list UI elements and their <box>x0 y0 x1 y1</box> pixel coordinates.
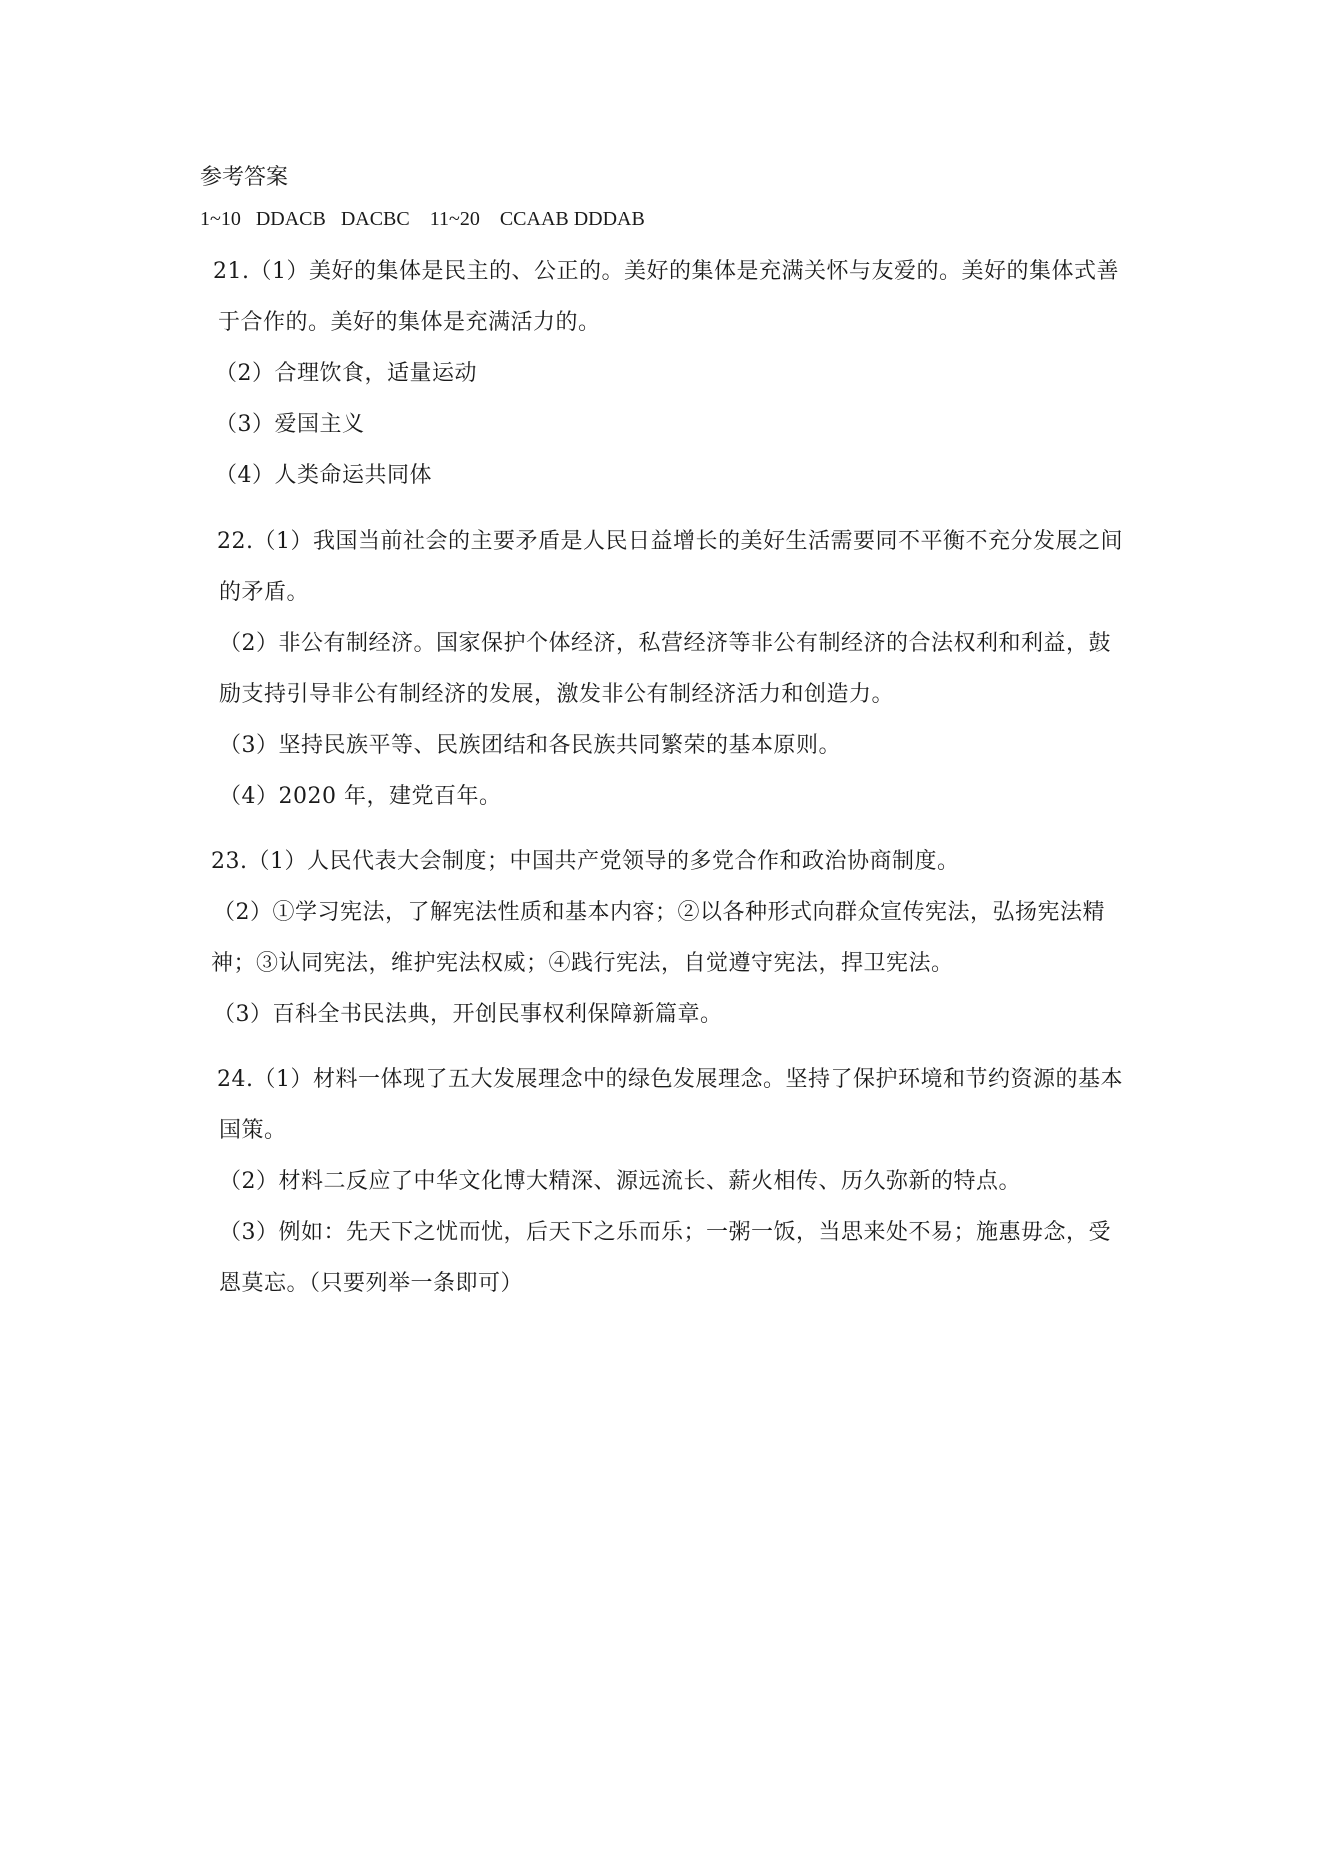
q22-part4: （4）2020 年，建党百年。 <box>219 784 502 809</box>
q22-part3: （3）坚持民族平等、民族团结和各民族共同繁荣的基本原则。 <box>219 733 841 758</box>
q24-part3-line1: （3）例如：先天下之忧而忧，后天下之乐而乐；一粥一饭，当思来处不易；施惠毋念，受 <box>219 1220 1112 1245</box>
q22-part2-line2: 励支持引导非公有制经济的发展，激发非公有制经济活力和创造力。 <box>219 682 895 707</box>
q24-part3-line2: 恩莫忘。（只要列举一条即可） <box>219 1271 524 1296</box>
q24-part1-line1: 24.（1）材料一体现了五大发展理念中的绿色发展理念。坚持了保护环境和节约资源的基本 <box>217 1067 1123 1092</box>
q24-part1-line2: 国策。 <box>219 1118 287 1143</box>
q23-part2-line1: （2）①学习宪法，了解宪法性质和基本内容；②以各种形式向群众宣传宪法，弘扬宪法精 <box>213 900 1106 925</box>
q21-part4: （4）人类命运共同体 <box>215 463 432 488</box>
q21-part1-line2: 于合作的。美好的集体是充满活力的。 <box>218 310 601 335</box>
q22-part2-line1: （2）非公有制经济。国家保护个体经济，私营经济等非公有制经济的合法权利和利益，鼓 <box>219 631 1112 656</box>
q21-part1-line1: 21.（1）美好的集体是民主的、公正的。美好的集体是充满关怀与友爱的。美好的集体式善 <box>213 259 1119 284</box>
page-title: 参考答案 <box>200 165 289 190</box>
q23-part2-line2: 神；③认同宪法，维护宪法权威；④践行宪法，自觉遵守宪法，捍卫宪法。 <box>211 951 954 976</box>
q22-part1-line1: 22.（1）我国当前社会的主要矛盾是人民日益增长的美好生活需要同不平衡不充分发展之间 <box>217 529 1123 554</box>
q21-part2: （2）合理饮食，适量运动 <box>215 361 477 386</box>
q22-part1-line2: 的矛盾。 <box>219 580 310 605</box>
q24-part2: （2）材料二反应了中华文化博大精深、源远流长、薪火相传、历久弥新的特点。 <box>219 1169 1021 1194</box>
q23-part1: 23.（1）人民代表大会制度；中国共产党领导的多党合作和政治协商制度。 <box>211 849 960 874</box>
q23-part3: （3）百科全书民法典，开创民事权利保障新篇章。 <box>213 1002 723 1027</box>
q21-part3: （3）爱国主义 <box>215 412 365 437</box>
multiple-choice-answers: 1~10 DDACB DACBC 11~20 CCAAB DDDAB <box>200 208 645 230</box>
